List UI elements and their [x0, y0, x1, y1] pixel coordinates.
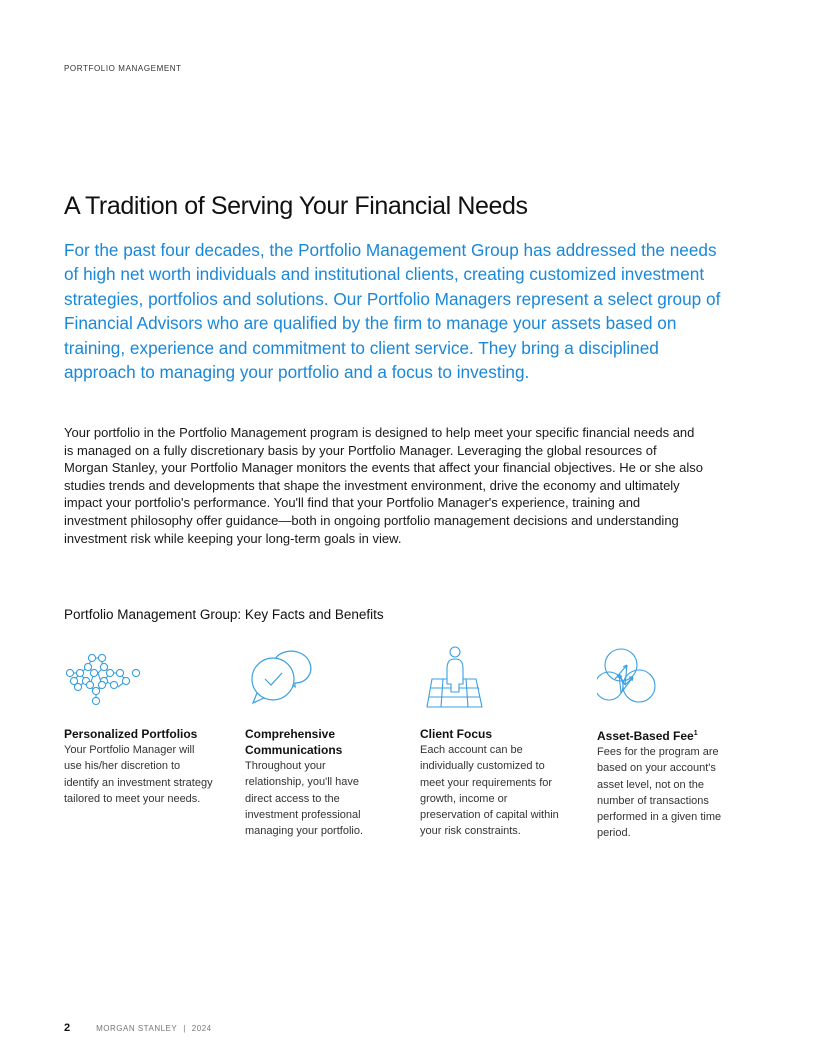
- footer: [64, 1022, 212, 1034]
- section-label: PORTFOLIO MANAGEMENT: [64, 64, 182, 73]
- fact-description: Each account can be individually customized to meet your requirements for growth, income or preservation of capital within your risk constraints.: [420, 744, 559, 838]
- fact-comprehensive-communications: [245, 645, 385, 839]
- fact-client-focus: [420, 645, 570, 840]
- chat-bubbles-check-icon: [245, 645, 325, 707]
- fact-description: Fees for the program are based on your account's asset level, not on the number of transactions performed in a given time period.: [597, 746, 722, 840]
- page-title: A Tradition of Serving Your Financial Needs: [64, 192, 528, 220]
- footnote-marker: 1: [693, 730, 698, 737]
- fact-personalized-portfolios: [64, 645, 214, 807]
- fact-asset-based-fee: [597, 645, 737, 842]
- lead-paragraph: For the past four decades, the Portfolio Management Group has addressed the needs of high net worth individuals and institutional clients, creating customized investment strategies, portfolios and solutions. Our Portfolio Managers represent a select group of Financial Advisors who are qualified by the firm to manage your assets based on training, experience and commitment to client service. They bring a disciplined approach to managing your portfolio and a focus to investing.: [64, 240, 721, 383]
- footer-brand: MORGAN STANLEY: [96, 1024, 178, 1033]
- fact-description: Throughout your relationship, you'll have direct access to the investment professional managing your portfolio.: [245, 760, 364, 838]
- fact-title: Client Focus: [420, 727, 493, 741]
- fact-title-text: Asset-Based Fee: [597, 729, 694, 743]
- fact-description: Your Portfolio Manager will use his/her discretion to identify an investment strategy tailored to meet your needs.: [64, 744, 213, 805]
- footer-separator: |: [183, 1024, 186, 1033]
- fact-title: [597, 726, 737, 744]
- person-on-map-icon: [420, 645, 500, 707]
- fact-title: Comprehensive Communications: [245, 727, 343, 757]
- fact-title: Personalized Portfolios: [64, 727, 198, 741]
- network-nodes-icon: [64, 645, 144, 707]
- circular-arrows-icon: [597, 645, 677, 707]
- page-number: 2: [64, 1022, 71, 1034]
- facts-heading: Portfolio Management Group: Key Facts and Benefits: [64, 607, 384, 622]
- body-paragraph: Your portfolio in the Portfolio Management program is designed to help meet your specific financial needs and is managed on a fully discretionary basis by your Portfolio Manager. Leveraging the global resources of Morgan Stanley, your Portfolio Manager monitors the events that affect your financial objectives. He or she also studies trends and developments that shape the investment environment, drive the economy and ultimately impact your portfolio's performance. You'll find that your Portfolio Manager's experience, training and investment philosophy offer guidance—both in ongoing portfolio management decisions and understanding investment risk while keeping your long-term goals in view.: [64, 425, 704, 546]
- footer-year: 2024: [191, 1024, 212, 1033]
